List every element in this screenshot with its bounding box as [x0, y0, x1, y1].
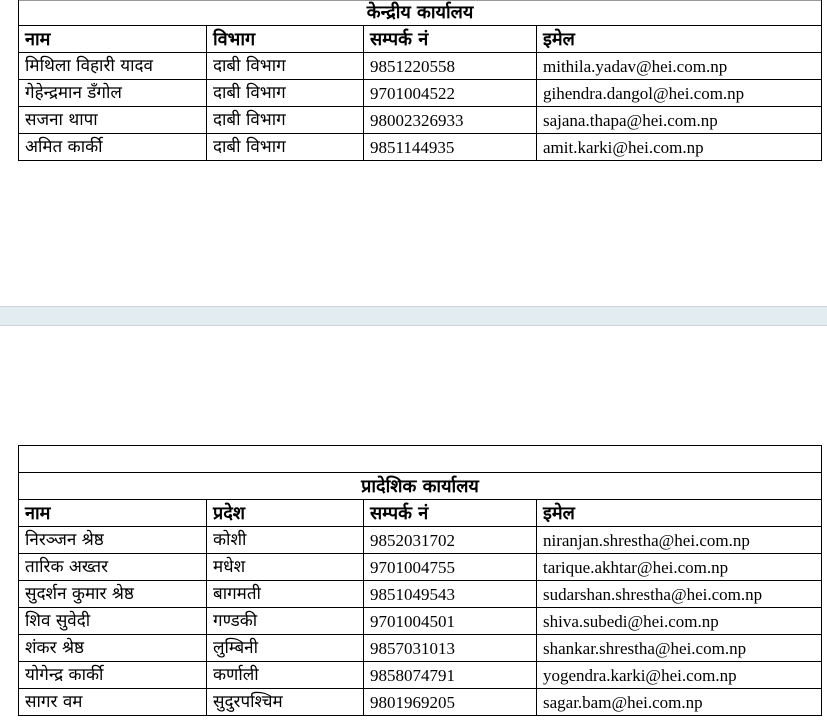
central-office-table [18, 0, 822, 161]
cell-email: yogendra.karki@hei.com.np [537, 662, 822, 689]
cell-province: बागमती [207, 581, 364, 608]
regional-office-title: प्रादेशिक कार्यालय [19, 473, 822, 500]
table-row [19, 581, 822, 608]
cell-province: कोशी [207, 527, 364, 554]
cell-phone: 9701004522 [364, 80, 537, 107]
header-name: नाम [19, 500, 207, 527]
table-row [19, 527, 822, 554]
cell-phone: 9857031013 [364, 635, 537, 662]
cell-phone: 9852031702 [364, 527, 537, 554]
cell-email: mithila.yadav@hei.com.np [537, 53, 822, 80]
header-province: प्रदेश [207, 500, 364, 527]
cell-email: niranjan.shrestha@hei.com.np [537, 527, 822, 554]
cell-phone: 9851220558 [364, 53, 537, 80]
cell-province: लुम्बिनी [207, 635, 364, 662]
header-email: इमेल [537, 500, 822, 527]
cell-name: शंकर श्रेष्ठ [19, 635, 207, 662]
table-row [19, 107, 822, 134]
cell-phone: 9851049543 [364, 581, 537, 608]
cell-email: gihendra.dangol@hei.com.np [537, 80, 822, 107]
cell-email: shankar.shrestha@hei.com.np [537, 635, 822, 662]
table-row [19, 554, 822, 581]
cell-name: योगेन्द्र कार्की [19, 662, 207, 689]
table-row [19, 689, 822, 716]
header-department: विभाग [207, 26, 364, 53]
header-name: नाम [19, 26, 207, 53]
cell-email: amit.karki@hei.com.np [537, 134, 822, 161]
header-contact: सम्पर्क नं [364, 26, 537, 53]
cell-name: सजना थापा [19, 107, 207, 134]
cell-name: शिव सुवेदी [19, 608, 207, 635]
page-break-gap [0, 306, 827, 326]
cell-phone: 9801969205 [364, 689, 537, 716]
cell-province: मधेश [207, 554, 364, 581]
cell-name: तारिक अख्तर [19, 554, 207, 581]
cell-name: निरञ्जन श्रेष्ठ [19, 527, 207, 554]
cell-name: गेहेन्द्रमान डँगोल [19, 80, 207, 107]
table-header-row [19, 500, 822, 527]
cell-phone: 9858074791 [364, 662, 537, 689]
table-row [19, 608, 822, 635]
regional-office-table [18, 445, 822, 716]
document-page-1 [0, 0, 827, 306]
table-row [19, 53, 822, 80]
cell-name: सुदर्शन कुमार श्रेष्ठ [19, 581, 207, 608]
cell-phone: 9851144935 [364, 134, 537, 161]
cell-email: sajana.thapa@hei.com.np [537, 107, 822, 134]
cell-phone: 98002326933 [364, 107, 537, 134]
cell-email: shiva.subedi@hei.com.np [537, 608, 822, 635]
cell-province: गण्डकी [207, 608, 364, 635]
header-contact: सम्पर्क नं [364, 500, 537, 527]
table-row [19, 134, 822, 161]
table-title-row [19, 473, 822, 500]
cell-department: दाबी विभाग [207, 107, 364, 134]
table-header-row [19, 26, 822, 53]
cell-department: दाबी विभाग [207, 134, 364, 161]
cell-department: दाबी विभाग [207, 80, 364, 107]
cell-name: मिथिला विहारी यादव [19, 53, 207, 80]
cell-phone: 9701004501 [364, 608, 537, 635]
cell-email: sagar.bam@hei.com.np [537, 689, 822, 716]
cell-phone: 9701004755 [364, 554, 537, 581]
cell-province: कर्णाली [207, 662, 364, 689]
blank-cell [19, 446, 822, 473]
table-title-row [19, 0, 822, 26]
table-blank-row [19, 446, 822, 473]
document-page-2 [0, 326, 827, 726]
cell-province: सुदुरपश्चिम [207, 689, 364, 716]
cell-name: अमित कार्की [19, 134, 207, 161]
header-email: इमेल [537, 26, 822, 53]
central-office-title: केन्द्रीय कार्यालय [19, 0, 822, 26]
table-row [19, 662, 822, 689]
cell-name: सागर वम [19, 689, 207, 716]
table-row [19, 635, 822, 662]
cell-email: tarique.akhtar@hei.com.np [537, 554, 822, 581]
table-row [19, 80, 822, 107]
cell-email: sudarshan.shrestha@hei.com.np [537, 581, 822, 608]
cell-department: दाबी विभाग [207, 53, 364, 80]
